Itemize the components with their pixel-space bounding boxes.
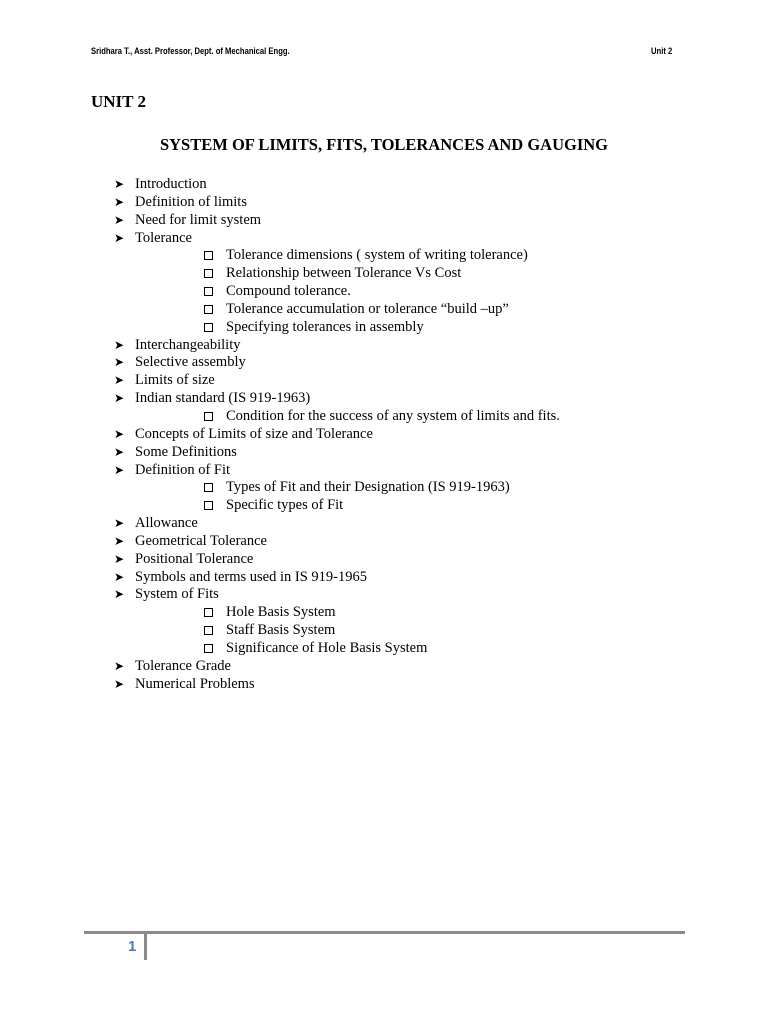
unit-heading: UNIT 2 <box>91 92 146 111</box>
outline-item-text: Geometrical Tolerance <box>135 532 267 549</box>
outline-item-text: Allowance <box>135 515 198 532</box>
outline-item-text: Need for limit system <box>135 211 262 228</box>
outline-item-text: Significance of Hole Basis System <box>226 639 428 656</box>
outline-item-text: Some Definitions <box>135 443 237 460</box>
checkbox-icon <box>204 479 213 498</box>
outline-subitem <box>0 604 768 622</box>
outline-subitem <box>0 283 768 301</box>
outline-item <box>0 230 768 248</box>
checkbox-icon <box>204 640 213 659</box>
outline-subitem <box>0 408 768 426</box>
outline-item-text: Staff Basis System <box>226 622 336 639</box>
page-title: SYSTEM OF LIMITS, FITS, TOLERANCES AND GAUGING <box>159 135 609 154</box>
outline-item-text: Specifying tolerances in assembly <box>226 318 424 335</box>
arrow-bullet-icon: ➤ <box>114 426 125 441</box>
checkbox-icon <box>204 408 213 427</box>
page-number: 1 <box>128 938 137 955</box>
outline-subitem <box>0 640 768 658</box>
outline-item-text: Concepts of Limits of size and Tolerance <box>135 425 373 442</box>
arrow-bullet-icon: ➤ <box>114 551 125 566</box>
arrow-bullet-icon: ➤ <box>114 337 125 352</box>
checkbox-icon <box>204 283 213 302</box>
arrow-bullet-icon: ➤ <box>114 516 125 531</box>
checkbox-icon <box>204 265 213 284</box>
outline-item <box>0 569 768 587</box>
outline-item <box>0 551 768 569</box>
checkbox-icon <box>204 604 213 623</box>
outline-item <box>0 372 768 390</box>
arrow-bullet-icon: ➤ <box>114 533 125 548</box>
outline-item <box>0 462 768 480</box>
arrow-bullet-icon: ➤ <box>114 194 125 209</box>
outline-item-text: Selective assembly <box>135 354 246 371</box>
outline-item-text: Numerical Problems <box>135 675 255 692</box>
outline-item <box>0 176 768 194</box>
outline-item <box>0 390 768 408</box>
outline-item-text: Condition for the success of any system of limits and fits. <box>226 407 560 424</box>
arrow-bullet-icon: ➤ <box>114 373 125 388</box>
arrow-bullet-icon: ➤ <box>114 355 125 370</box>
outline-item-text: Symbols and terms used in IS 919-1965 <box>135 568 367 585</box>
footer-divider <box>144 933 147 960</box>
footer-rule <box>84 931 685 934</box>
outline-subitem <box>0 265 768 283</box>
checkbox-icon <box>204 247 213 266</box>
outline-item-text: Types of Fit and their Designation (IS 919-1963) <box>226 479 510 496</box>
outline-item <box>0 533 768 551</box>
outline-item-text: Tolerance Grade <box>135 657 231 674</box>
outline-item-text: Tolerance accumulation or tolerance “build –up” <box>226 300 509 317</box>
checkbox-icon <box>204 622 213 641</box>
header-unit-label: Unit 2 <box>651 46 673 56</box>
arrow-bullet-icon: ➤ <box>114 587 125 602</box>
outline-item <box>0 426 768 444</box>
topic-outline <box>0 176 768 693</box>
checkbox-icon <box>204 301 213 320</box>
outline-item-text: Definition of limits <box>135 193 247 210</box>
outline-item-text: Tolerance dimensions ( system of writing tolerance) <box>226 247 528 264</box>
outline-item-text: Definition of Fit <box>135 461 231 478</box>
outline-item <box>0 676 768 694</box>
arrow-bullet-icon: ➤ <box>114 391 125 406</box>
outline-item-text: Positional Tolerance <box>135 550 254 567</box>
outline-item-text: Indian standard (IS 919-1963) <box>135 390 311 407</box>
outline-item-text: System of Fits <box>135 586 219 603</box>
outline-subitem <box>0 497 768 515</box>
outline-item <box>0 444 768 462</box>
checkbox-icon <box>204 319 213 338</box>
outline-item-text: Compound tolerance. <box>226 283 351 300</box>
outline-subitem <box>0 247 768 265</box>
arrow-bullet-icon: ➤ <box>114 177 125 191</box>
outline-subitem <box>0 319 768 337</box>
outline-item-text: Introduction <box>135 176 207 192</box>
outline-item <box>0 194 768 212</box>
outline-item-text: Relationship between Tolerance Vs Cost <box>226 265 462 282</box>
arrow-bullet-icon: ➤ <box>114 658 125 673</box>
outline-item <box>0 515 768 533</box>
arrow-bullet-icon: ➤ <box>114 212 125 227</box>
outline-subitem <box>0 622 768 640</box>
outline-item <box>0 212 768 230</box>
outline-item-text: Limits of size <box>135 372 215 389</box>
header-author: Sridhara T., Asst. Professor, Dept. of Mechanical Engg. <box>91 46 290 56</box>
outline-item <box>0 354 768 372</box>
outline-item-text: Interchangeability <box>135 336 241 353</box>
outline-item-text: Specific types of Fit <box>226 497 344 514</box>
arrow-bullet-icon: ➤ <box>114 676 125 691</box>
arrow-bullet-icon: ➤ <box>114 230 125 245</box>
outline-subitem <box>0 301 768 319</box>
outline-subitem <box>0 479 768 497</box>
checkbox-icon <box>204 497 213 516</box>
outline-item <box>0 337 768 355</box>
outline-item <box>0 586 768 604</box>
arrow-bullet-icon: ➤ <box>114 444 125 459</box>
outline-item <box>0 658 768 676</box>
arrow-bullet-icon: ➤ <box>114 462 125 477</box>
outline-item-text: Tolerance <box>135 229 192 246</box>
outline-item-text: Hole Basis System <box>226 604 336 621</box>
arrow-bullet-icon: ➤ <box>114 569 125 584</box>
